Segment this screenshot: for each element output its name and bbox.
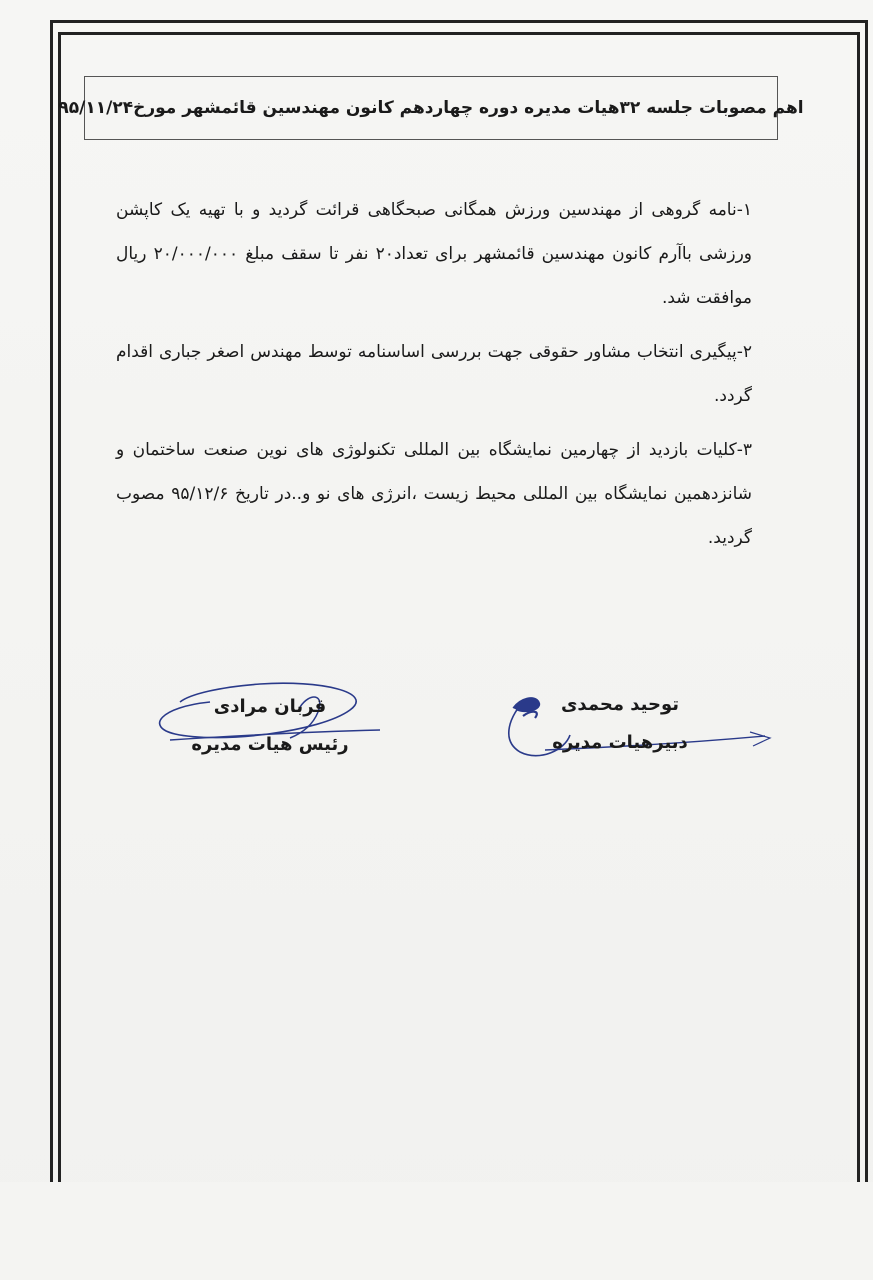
signature-block-secretary	[520, 686, 720, 762]
chairman-name: قربان مرادی	[213, 696, 327, 717]
secretary-name: توحید محمدی	[560, 694, 680, 715]
page-bottom-margin	[0, 1182, 873, 1280]
title-box	[58, 76, 804, 140]
chairman-role: رئیس هیات مدیره	[191, 734, 349, 755]
secretary-role: دبیرهیات مدیره	[552, 732, 688, 753]
resolution-item-3: ۳-کلیات بازدید از چهارمین نمایشگاه بین المللی تکنولوژی های نوین صنعت ساختمان و شانزدهمین نمایشگاه بین المللی محیط زیست ،انرژی های نو و..در تاریخ ۹۵/۱۲/۶ مصوب گردید.	[116, 440, 752, 548]
document-body	[116, 188, 752, 570]
document-title: اهم مصوبات جلسه ۳۲هیات مدیره دوره چهاردهم کانون مهندسین قائمشهر مورخ۹۵/۱۱/۲۴	[58, 98, 804, 118]
signature-block-chairman	[170, 688, 370, 764]
resolution-item-1: ۱-نامه گروهی از مهندسین ورزش همگانی صبحگاهی قرائت گردید و با تهیه یک کاپشن ورزشی باآرم کانون مهندسین قائمشهر برای تعداد۲۰ نفر تا سقف مبلغ ۲۰/۰۰۰/۰۰۰ ریال موافقت شد.	[116, 200, 752, 308]
resolution-item-2: ۲-پیگیری انتخاب مشاور حقوقی جهت بررسی اساسنامه توسط مهندس اصغر جباری اقدام گردد.	[116, 342, 752, 406]
